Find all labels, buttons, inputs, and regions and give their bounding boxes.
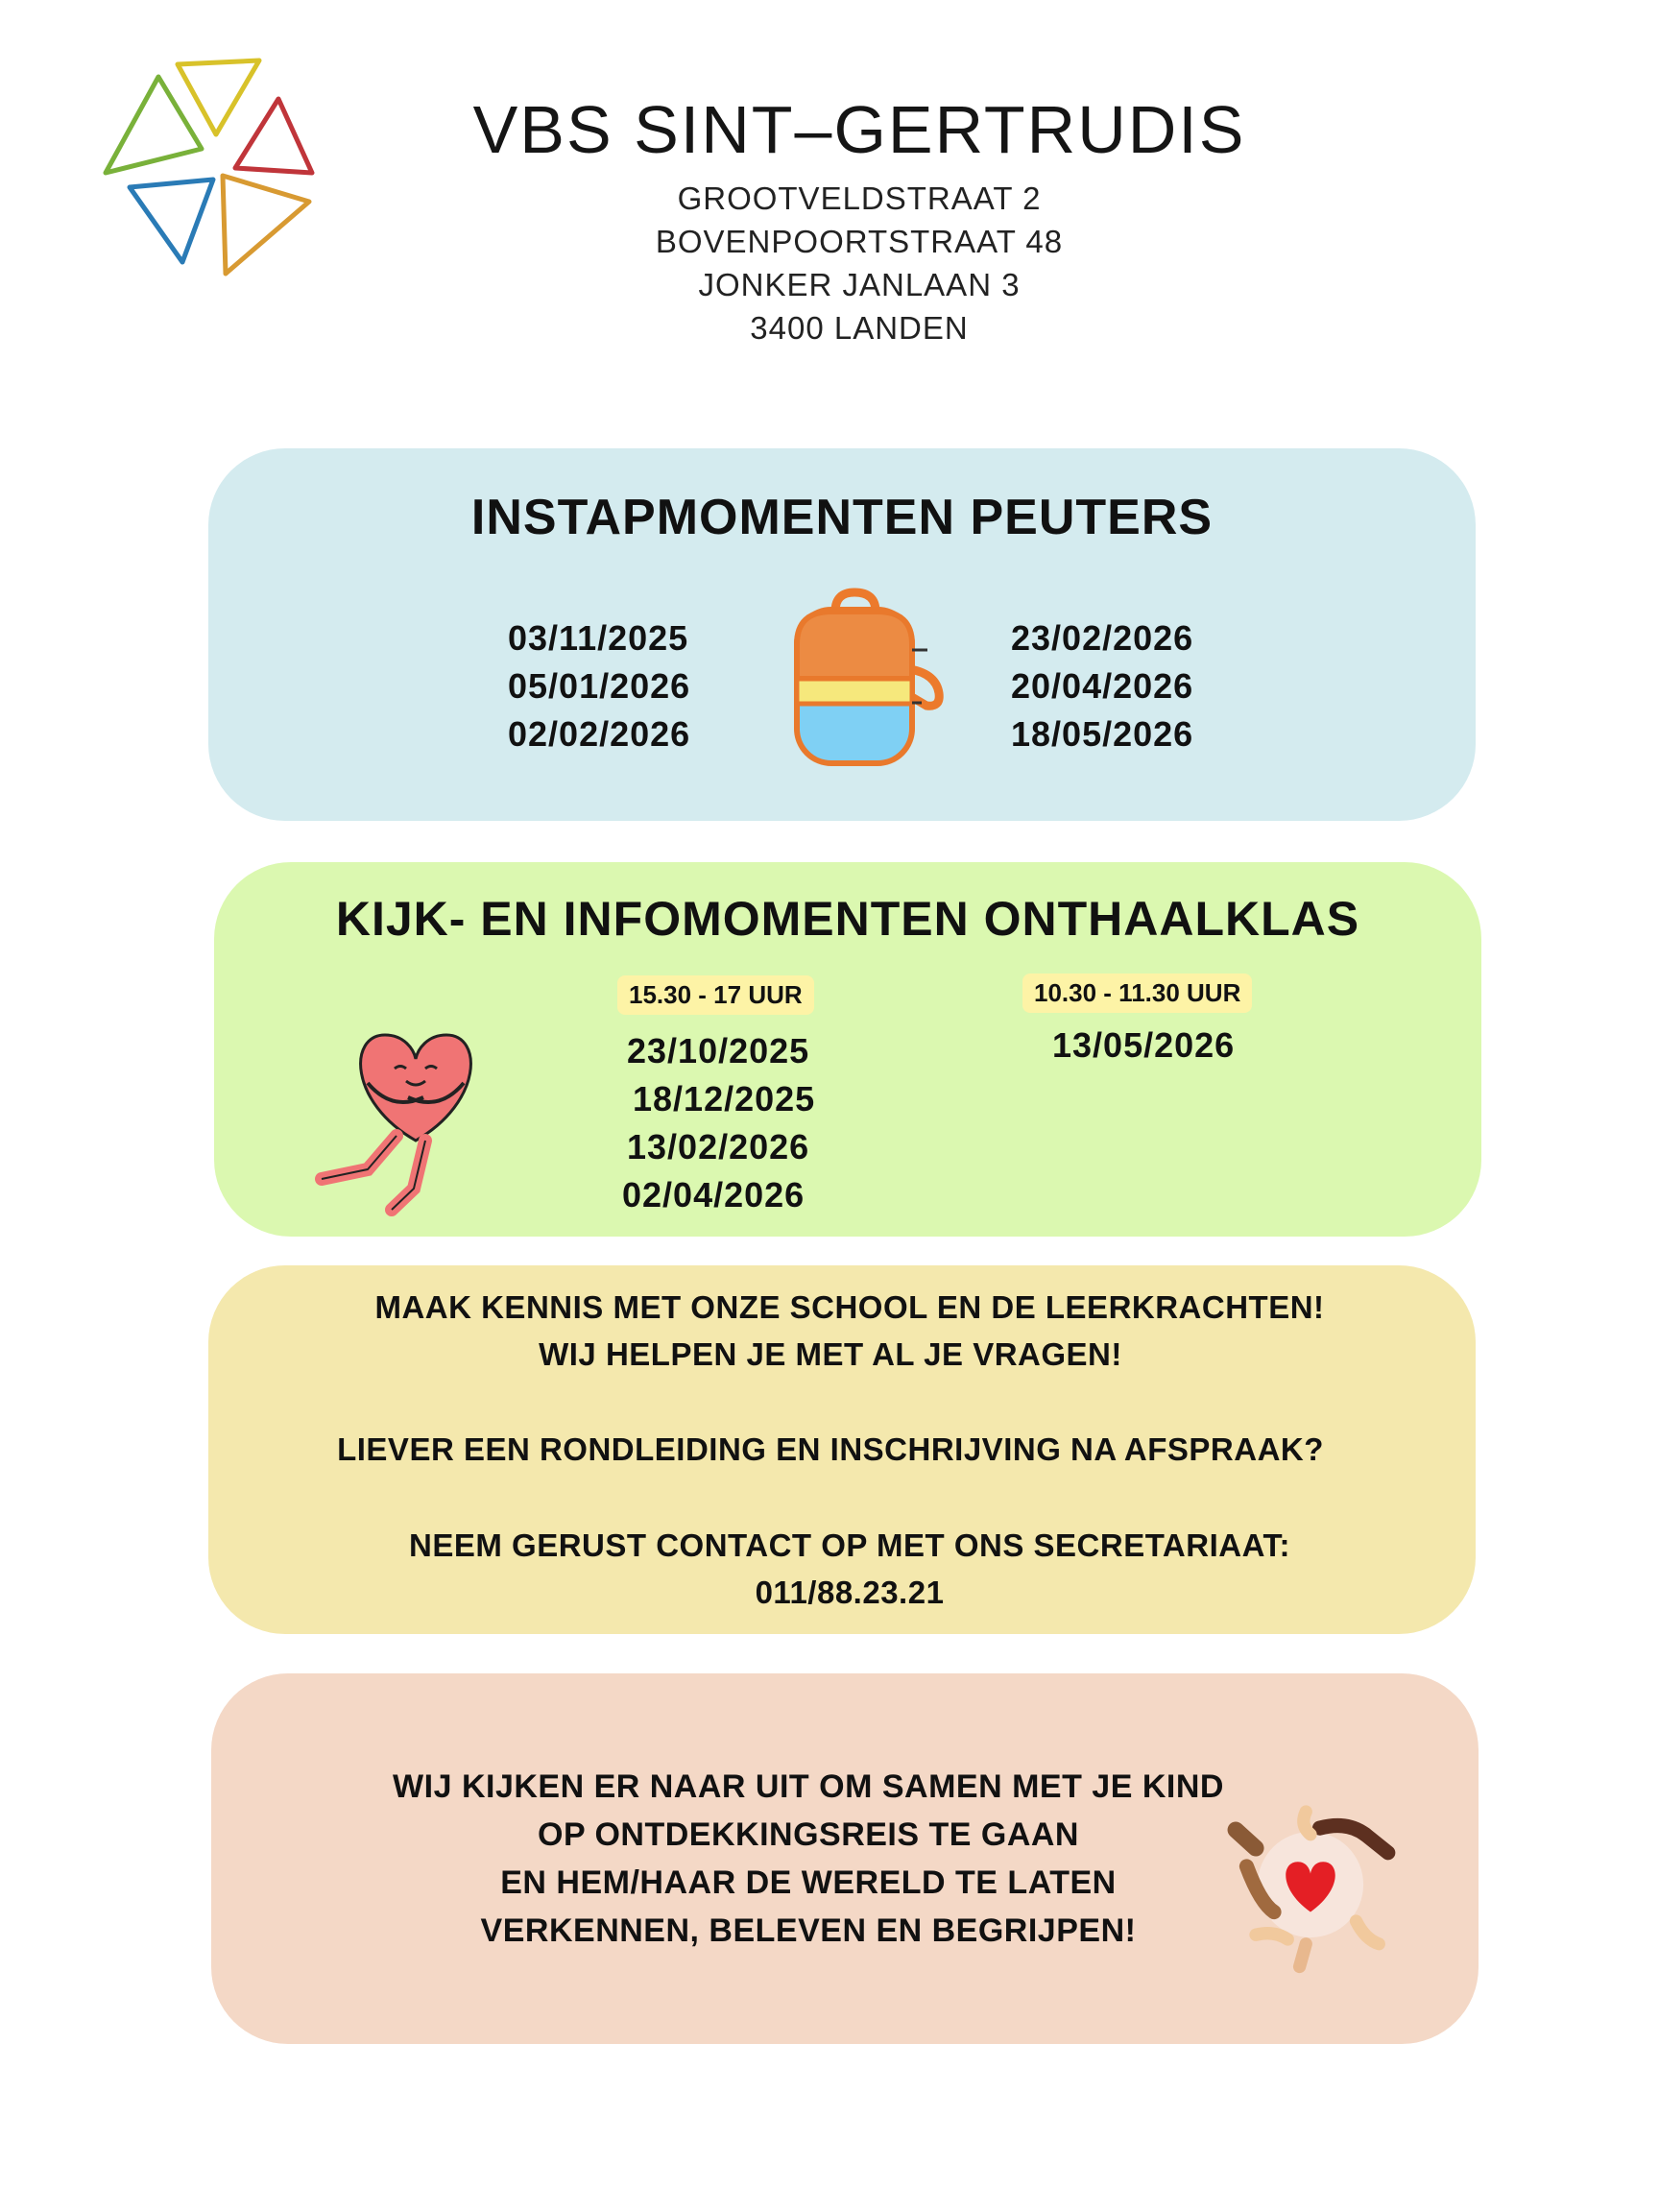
address-line: 3400 LANDEN xyxy=(750,310,969,346)
heart-character-icon xyxy=(310,997,521,1227)
peuters-date: 18/05/2026 xyxy=(1011,714,1194,754)
address-line: BOVENPOORTSTRAAT 48 xyxy=(655,224,1064,259)
time-chip-afternoon: 15.30 - 17 UUR xyxy=(617,975,814,1015)
peuters-date: 03/11/2025 xyxy=(508,618,689,658)
address-line: JONKER JANLAAN 3 xyxy=(698,267,1021,302)
closing-line: WIJ KIJKEN ER NAAR UIT OM SAMEN MET JE KIND xyxy=(393,1768,1224,1805)
address-line: GROOTVELDSTRAAT 2 xyxy=(677,180,1042,216)
school-name: VBS SINT–GERTRUDIS xyxy=(472,92,1246,167)
peuters-date: 23/02/2026 xyxy=(1011,618,1194,658)
peuters-card xyxy=(208,448,1476,821)
backpack-icon xyxy=(768,583,960,775)
onthaalklas-title: KIJK- EN INFOMOMENTEN ONTHAALKLAS xyxy=(335,892,1360,946)
info-line: LIEVER EEN RONDLEIDING EN INSCHRIJVING NA AFSPRAAK? xyxy=(337,1431,1324,1467)
onthaalklas-date: 02/04/2026 xyxy=(622,1175,805,1214)
time-chip-morning: 10.30 - 11.30 UUR xyxy=(1022,974,1252,1013)
peuters-date: 05/01/2026 xyxy=(508,666,691,706)
onthaalklas-date: 13/05/2026 xyxy=(1052,1025,1236,1065)
onthaalklas-date: 13/02/2026 xyxy=(627,1127,810,1166)
info-line: WIJ HELPEN JE MET AL JE VRAGEN! xyxy=(539,1336,1122,1372)
closing-card xyxy=(211,1673,1479,2044)
peuters-date: 20/04/2026 xyxy=(1011,666,1194,706)
info-line: MAAK KENNIS MET ONZE SCHOOL EN DE LEERKRACHTEN! xyxy=(374,1289,1325,1325)
onthaalklas-date: 18/12/2025 xyxy=(633,1079,816,1118)
peuters-title: INSTAPMOMENTEN PEUTERS xyxy=(470,490,1214,545)
phone-number: 011/88.23.21 xyxy=(755,1575,945,1610)
onthaalklas-date: 23/10/2025 xyxy=(627,1031,810,1070)
closing-line: EN HEM/HAAR DE WERELD TE LATEN xyxy=(500,1864,1117,1901)
info-line: NEEM GERUST CONTACT OP MET ONS SECRETARIAAT: xyxy=(409,1527,1290,1563)
peuters-date: 02/02/2026 xyxy=(508,714,691,754)
closing-line: OP ONTDEKKINGSREIS TE GAAN xyxy=(538,1816,1079,1853)
closing-line: VERKENNEN, BELEVEN EN BEGRIJPEN! xyxy=(480,1912,1137,1949)
onthaalklas-card xyxy=(214,862,1481,1237)
